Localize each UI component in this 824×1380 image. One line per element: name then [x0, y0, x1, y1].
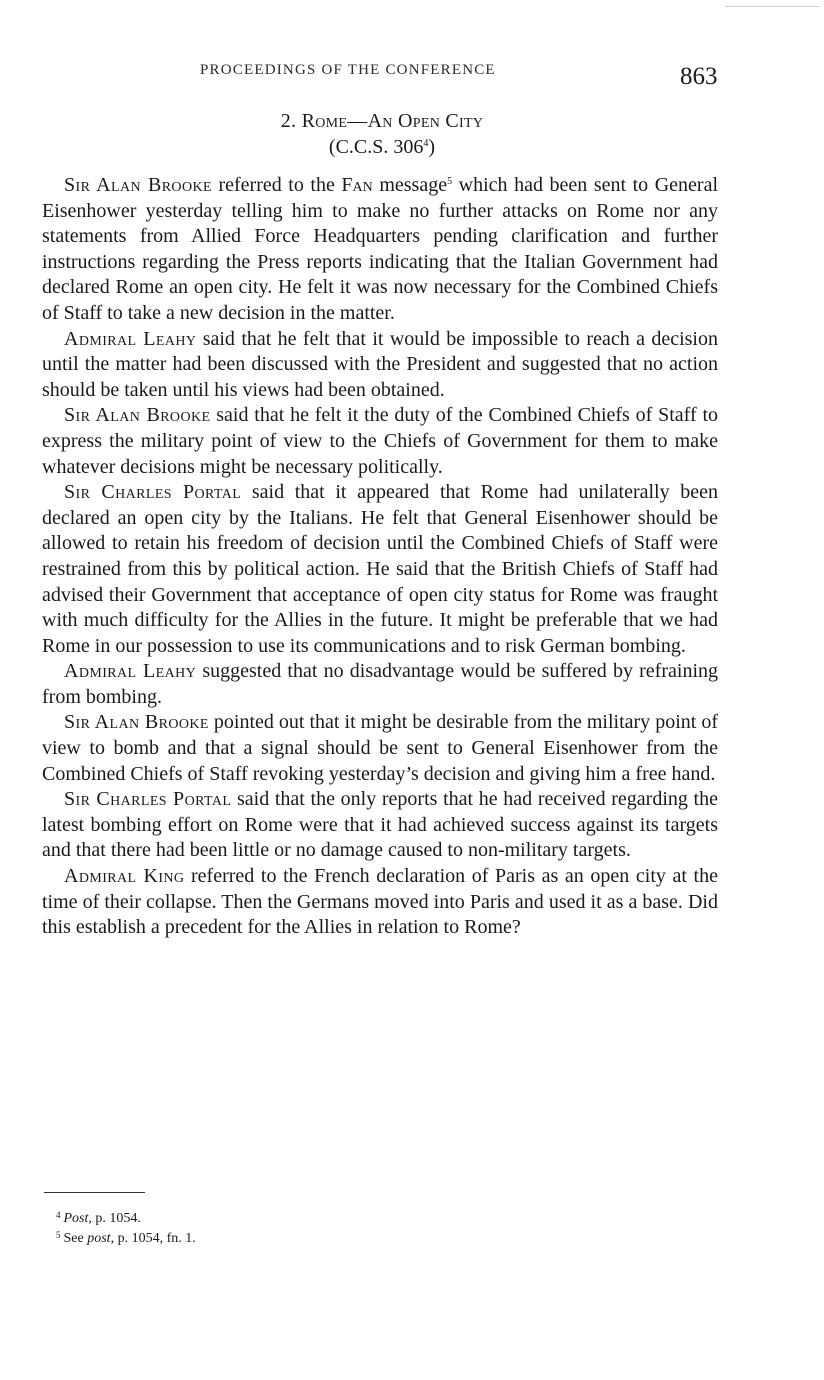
speaker-name: Sir Alan Brooke: [64, 711, 209, 734]
footnote-text: , p. 1054.: [88, 1211, 141, 1226]
paragraph-text: message: [372, 174, 448, 196]
section-title: 2. Rome—An Open City: [280, 110, 484, 132]
fan-message-name: Fan: [341, 174, 373, 196]
paragraph-text: referred to the: [211, 174, 342, 196]
page-number: 863: [680, 63, 718, 90]
footnote-mark: 4: [56, 1210, 61, 1220]
speaker-name: Sir Charles Portal: [64, 788, 232, 811]
paragraph-3: [42, 403, 718, 480]
running-head: PROCEEDINGS OF THE CONFERENCE: [200, 62, 496, 78]
paragraph-5: [42, 659, 718, 710]
footnote-5: [56, 1227, 196, 1247]
footnote-mark: 5: [56, 1230, 61, 1240]
reference-close: ): [428, 136, 436, 158]
body-text: [42, 173, 718, 941]
speaker-name: Admiral Leahy: [64, 327, 197, 350]
paragraph-text: pointed out that it might be desirable from the military point of view to bomb and that a signal should be sent to General Eisenhower from the Combined Chiefs of Staff revoking yesterday’s decision and giving him a free hand.: [42, 711, 718, 785]
speaker-name: Sir Charles Portal: [64, 481, 242, 504]
paragraph-4: [42, 480, 718, 659]
paragraph-text: said that it appeared that Rome had unilaterally been declared an open city by the Italians. He felt that General Eisenhower should be allowed to retain his freedom of decision until the Combined Chiefs of Staff were restrained from this by political action. He said that the British Chiefs of Staff had advised their Government that acceptance of open city status for Rome was fraught with much difficulty for the Allies in the future. It might be preferable that we had Rome in our possession to use its communications and to risk German bombing.: [42, 481, 718, 657]
paragraph-text: said that he felt that it would be impossible to reach a decision until the matter had been discussed with the President and suggested that no action should be taken until his views had been obtained.: [42, 327, 718, 401]
footnote-italic: Post: [63, 1211, 89, 1226]
footnote-rule: [44, 1192, 145, 1193]
paragraph-text: referred to the French declaration of Paris as an open city at the time of their collapse. Then the Germans moved into Paris and used it as a base. Did this establish a precedent for the Allies in relation to Rome?: [42, 865, 718, 939]
paragraph-text: which had been sent to General Eisenhower yesterday telling him to make no further attacks on Rome nor any statements from Allied Force Headquarters pending clarification and further instructions regarding the Press reports indicating that the Italian Government had declared Rome an open city. He felt it was now necessary for the Combined Chiefs of Staff to take a new decision in the matter.: [42, 174, 718, 324]
footnote-4: [56, 1207, 196, 1227]
speaker-name: Sir Alan Brooke: [64, 174, 212, 196]
paragraph-7: [42, 787, 718, 864]
scan-edge-line: [725, 6, 820, 7]
section-reference: [0, 136, 764, 159]
footnote-text: See: [63, 1231, 88, 1246]
paragraph-text: said that he felt it the duty of the Combined Chiefs of Staff to express the military point of view to the Chiefs of Government for them to make whatever decisions might be necessary politically.: [42, 404, 718, 478]
footnote-ref-5: 5: [447, 176, 453, 187]
paragraph-1: [42, 173, 718, 327]
footnote-ref-4: 4: [423, 138, 429, 149]
footnote-text: , p. 1054, fn. 1.: [110, 1231, 196, 1246]
speaker-name: Admiral Leahy: [64, 660, 197, 683]
paragraph-8: [42, 864, 718, 941]
paragraph-2: [42, 327, 718, 404]
paragraph-text: said that the only reports that he had received regarding the latest bombing effort on Rome were that it had achieved success against its targets and that there had been little or no damage caused to non-military targets.: [42, 788, 718, 862]
paragraph-text: suggested that no disadvantage would be suffered by refraining from bombing.: [42, 660, 718, 708]
reference-text: (C.C.S. 306: [328, 136, 424, 158]
footnote-italic: post: [87, 1231, 111, 1246]
speaker-name: Sir Alan Brooke: [64, 404, 211, 427]
paragraph-6: [42, 710, 718, 787]
speaker-name: Admiral King: [64, 865, 185, 888]
footnotes: [56, 1207, 196, 1247]
